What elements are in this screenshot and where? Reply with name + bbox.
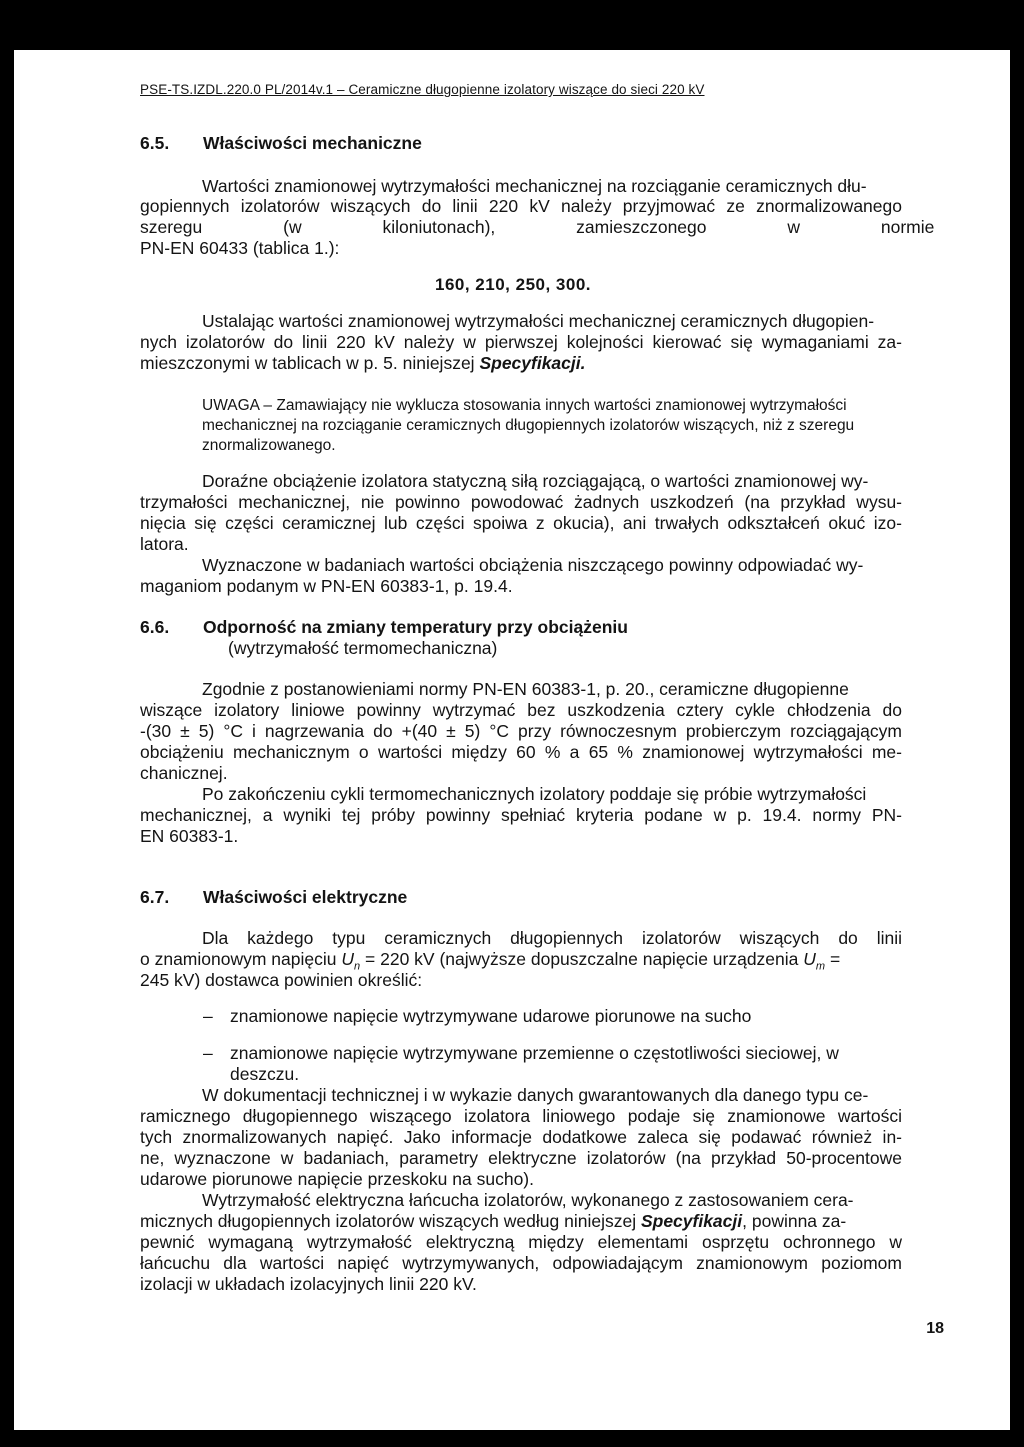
section-6-7-title: Właściwości elektryczne (203, 887, 408, 907)
s65-p3-line: nięcia się części ceramicznej lub części spoiwa z okucia), ani trwałych odkształceń okuć izo- (140, 513, 902, 533)
spec-reference: Specyfikacji (640, 1211, 743, 1231)
s65-p4-line: maganiom podanym w PN-EN 60383-1, p. 19.4. (140, 576, 513, 596)
s66-p2-line: EN 60383-1. (140, 826, 239, 846)
bullet-item: znamionowe napięcie wytrzymywane przemienne o częstotliwości sieciowej, w (230, 1043, 839, 1063)
s67-p3-line: pewnić wymaganą wytrzymałość elektryczną między elementami osprzętu ochronnego w (140, 1232, 902, 1252)
s66-p1-line: Zgodnie z postanowieniami normy PN-EN 60383-1, p. 20., ceramiczne długopienne (202, 679, 849, 699)
page-number: 18 (926, 1320, 944, 1337)
s67-p2-line: tych znormalizowanych napięć. Jako informacje dodatkowe zaleca się podawać również in- (140, 1127, 902, 1147)
note-line: UWAGA – Zamawiający nie wyklucza stosowania innych wartości znamionowej wytrzymałości (202, 397, 847, 414)
s67-p2-line: ne, wyznaczone w badaniach, parametry elektryczne izolatorów (na przykład 50-procentowe (140, 1148, 902, 1168)
section-6-5-number: 6.5. (140, 133, 170, 153)
s66-p1-line: wiszące izolatory liniowe powinny wytrzymać bez uszkodzenia cztery cykle chłodzenia do (140, 700, 902, 720)
s65-p2-line: nych izolatorów do linii 220 kV należy w pierwszej kolejności kierować się wymaganiami za- (140, 332, 902, 352)
s65-p4-line: Wyznaczone w badaniach wartości obciążenia niszczącego powinny odpowiadać wy- (202, 555, 864, 575)
section-6-6-number: 6.6. (140, 617, 170, 637)
s65-p1-line: PN-EN 60433 (tablica 1.): (140, 238, 340, 258)
s67-p1-line: Dla każdego typu ceramicznych długopiennych izolatorów wiszących do linii (202, 928, 902, 948)
s65-p3-line: trzymałości mechanicznej, nie powinno powodować żadnych uszkodzeń (na przykład wysu- (140, 492, 902, 512)
bullet-item-continuation: deszczu. (230, 1064, 300, 1084)
spec-reference: Specyfikacji. (479, 353, 586, 373)
s65-p1-line: szeregu (w kiloniutonach), zamieszczonego w normie (140, 217, 935, 237)
note-line: znormalizowanego. (202, 437, 336, 454)
s66-p1-line: obciążeniu mechanicznym o wartości między 60 % a 65 % znamionowej wytrzymałości me- (140, 742, 902, 762)
s67-p3-line: łańcuchu dla wartości napięć wytrzymywanych, odpowiadającym znamionowym poziomom (140, 1253, 902, 1273)
s66-p2-line: mechanicznej, a wyniki tej próby powinny spełniać kryteria podane w p. 19.4. normy PN- (140, 805, 902, 825)
section-6-6-subtitle: (wytrzymałość termomechaniczna) (228, 638, 498, 658)
s65-p2-line: Ustalając wartości znamionowej wytrzymałości mechanicznej ceramicznych długopien- (202, 311, 875, 331)
s65-p2-line: mieszczonymi w tablicach w p. 5. niniejszej Specyfikacji. (140, 353, 586, 373)
section-6-7-number: 6.7. (140, 887, 170, 907)
bullet-item: znamionowe napięcie wytrzymywane udarowe piorunowe na sucho (230, 1006, 752, 1026)
s65-p3-line: Doraźne obciążenie izolatora statyczną siłą rozciągającą, o wartości znamionowej wy- (202, 471, 869, 491)
document-header: PSE-TS.IZDL.220.0 PL/2014v.1 – Ceramiczne długopienne izolatory wiszące do sieci 220 kV (140, 82, 705, 97)
standard-values: 160, 210, 250, 300. (435, 275, 592, 294)
section-6-6-title: Odporność na zmiany temperatury przy obciążeniu (203, 617, 628, 637)
note-line: mechanicznej na rozciąganie ceramicznych długopiennych izolatorów wiszących, niż z szeregu (202, 417, 855, 434)
s65-p3-line: latora. (140, 534, 189, 554)
s67-p3-line: micznych długopiennych izolatorów wiszących według niniejszej Specyfikacji, powinna za- (140, 1211, 847, 1231)
bullet-dash: – (203, 1006, 213, 1026)
section-6-5-title: Właściwości mechaniczne (203, 133, 422, 153)
s65-p1-line: Wartości znamionowej wytrzymałości mechanicznej na rozciąganie ceramicznych dłu- (202, 176, 867, 196)
s67-p2-line: ramicznego długopiennego wiszącego izolatora liniowego podaje się znamionowe wartości (140, 1106, 902, 1126)
s67-p1-line: 245 kV) dostawca powinien określić: (140, 970, 423, 990)
s65-p1-line: gopiennych izolatorów wiszących do linii 220 kV należy przyjmować ze znormalizowanego (140, 196, 902, 216)
s66-p2-line: Po zakończeniu cykli termomechanicznych izolatory poddaje się próbie wytrzymałości (202, 784, 867, 804)
s66-p1-line: -(30 ± 5) °C i nagrzewania do +(40 ± 5) °C przy równoczesnym probierczym rozciągającym (140, 721, 902, 741)
bullet-dash: – (203, 1043, 213, 1063)
s67-p2-line: W dokumentacji technicznej i w wykazie danych gwarantowanych dla danego typu ce- (202, 1085, 869, 1105)
un-symbol: $U_n$ (341, 949, 361, 973)
s66-p1-line: chanicznej. (140, 763, 228, 783)
s67-p1-line: o znamionowym napięciu $U_n = 220$ kV (najwyższe dopuszczalne napięcie urządzenia $U_m$ = (140, 949, 841, 973)
um-symbol: $U_m$ (803, 949, 826, 973)
s67-p3-line: izolacji w układach izolacyjnych linii 220 kV. (140, 1274, 477, 1294)
s67-p3-line: Wytrzymałość elektryczna łańcucha izolatorów, wykonanego z zastosowaniem cera- (202, 1190, 854, 1210)
s67-p2-line: udarowe piorunowe napięcie przeskoku na sucho). (140, 1169, 534, 1189)
